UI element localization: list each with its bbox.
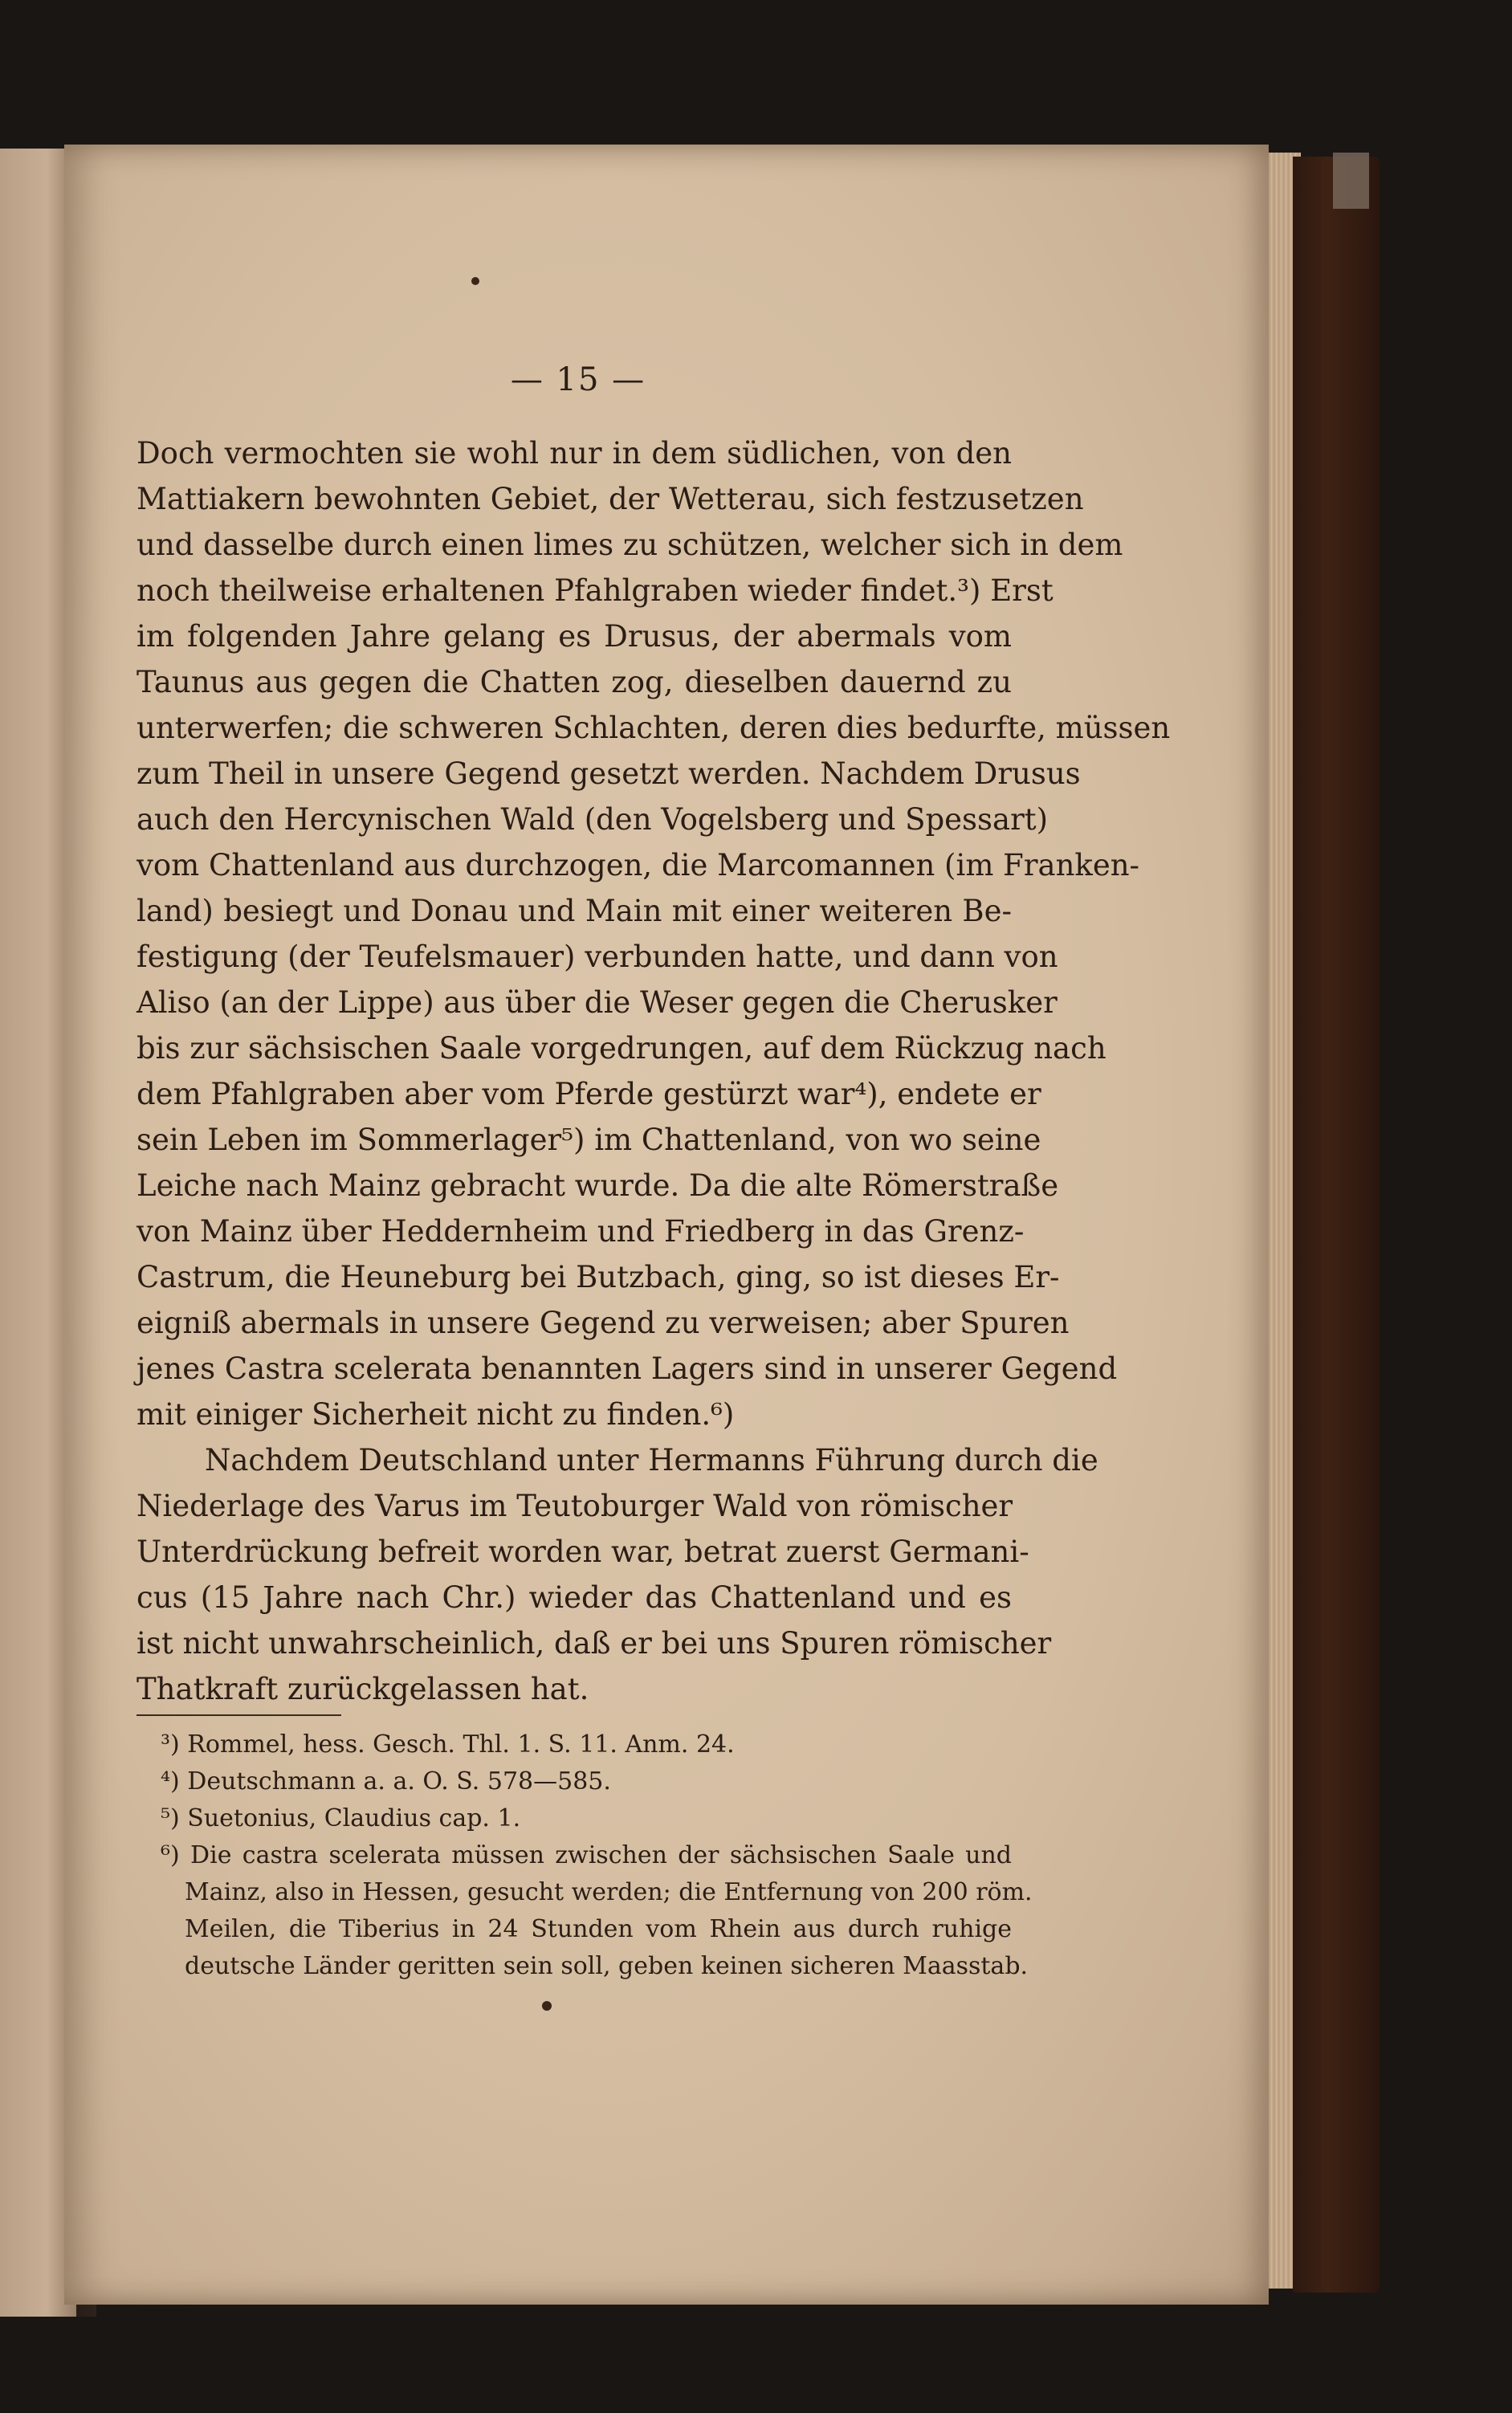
text-line: Leiche nach Mainz gebracht wurde. Da die alte Römerstraße (137, 1168, 1059, 1203)
footnote-6: ⁶) Die castra scelerata müssen zwischen der sächsischen Saale und (161, 1841, 1012, 1869)
text-line: festigung (der Teufelsmauer) verbunden hatte, und dann von (137, 940, 1058, 974)
text-line: eigniß abermals in unsere Gegend zu verweisen; aber Spuren (137, 1306, 1070, 1340)
text-line: sein Leben im Sommerlager⁵) im Chattenland, von wo seine (137, 1123, 1041, 1157)
footnote-6-line: Mainz, also in Hessen, gesucht werden; die Entfernung von 200 röm. (185, 1878, 1033, 1906)
text-line: Mattiakern bewohnten Gebiet, der Wetterau, sich festzusetzen (137, 482, 1084, 516)
text-line: bis zur sächsischen Saale vorgedrungen, auf dem Rückzug nach (137, 1031, 1106, 1066)
text-line: Thatkraft zurückgelassen hat. (137, 1672, 589, 1706)
text-line: cus (15 Jahre nach Chr.) wieder das Chattenland und es (137, 1580, 1012, 1615)
text-line: Taunus aus gegen die Chatten zog, dieselben dauernd zu (137, 665, 1012, 699)
footnote-6-line: Meilen, die Tiberius in 24 Stunden vom Rhein aus durch ruhige (185, 1915, 1012, 1943)
footnotes (161, 1726, 1033, 1985)
text-line: vom Chattenland aus durchzogen, die Marcomannen (im Franken- (137, 848, 1140, 882)
footnote-5: ⁵) Suetonius, Claudius cap. 1. (161, 1804, 521, 1832)
footnote-3: ³) Rommel, hess. Gesch. Thl. 1. S. 11. Anm. 24. (161, 1730, 735, 1759)
footnote-divider (137, 1714, 341, 1716)
text-line: unterwerfen; die schweren Schlachten, deren dies bedurfte, müssen (137, 711, 1171, 745)
text-line: Castrum, die Heuneburg bei Butzbach, ging, so ist dieses Er- (137, 1260, 1060, 1294)
ink-speck (542, 2001, 552, 2011)
text-line: jenes Castra scelerata benannten Lagers sind in unserer Gegend (137, 1351, 1118, 1386)
text-line: land) besiegt und Donau und Main mit einer weiteren Be- (137, 894, 1012, 928)
text-line: Nachdem Deutschland unter Hermanns Führung durch die (205, 1443, 1098, 1478)
text-line: von Mainz über Heddernheim und Friedberg in das Grenz- (137, 1214, 1025, 1249)
footnote-4: ⁴) Deutschmann a. a. O. S. 578—585. (161, 1767, 611, 1795)
text-line: Aliso (an der Lippe) aus über die Weser gegen die Cherusker (137, 985, 1058, 1020)
ink-speck (471, 277, 479, 285)
text-line: im folgenden Jahre gelang es Drusus, der abermals vom (137, 619, 1012, 654)
cover-label (1333, 153, 1369, 209)
text-line: und dasselbe durch einen limes zu schützen, welcher sich in dem (137, 528, 1123, 562)
book-cover (1293, 157, 1380, 2293)
text-line: noch theilweise erhaltenen Pfahlgraben wieder findet.³) Erst (137, 573, 1054, 608)
text-line: zum Theil in unsere Gegend gesetzt werden. Nachdem Drusus (137, 756, 1081, 791)
text-line: dem Pfahlgraben aber vom Pferde gestürzt war⁴), endete er (137, 1077, 1041, 1111)
footnote-6-line: deutsche Länder geritten sein soll, geben keinen sicheren Maasstab. (185, 1952, 1029, 1980)
text-line: Unterdrückung befreit worden war, betrat zuerst Germani- (137, 1535, 1029, 1569)
text-line: auch den Hercynischen Wald (den Vogelsberg und Spessart) (137, 802, 1049, 837)
body-text (137, 430, 1171, 1712)
page-number: — 15 — (510, 361, 646, 398)
text-line: mit einiger Sicherheit nicht zu finden.⁶) (137, 1397, 735, 1432)
text-line: Niederlage des Varus im Teutoburger Wald von römischer (137, 1489, 1013, 1523)
text-line: ist nicht unwahrscheinlich, daß er bei uns Spuren römischer (137, 1626, 1052, 1661)
text-line: Doch vermochten sie wohl nur in dem südlichen, von den (137, 436, 1012, 471)
